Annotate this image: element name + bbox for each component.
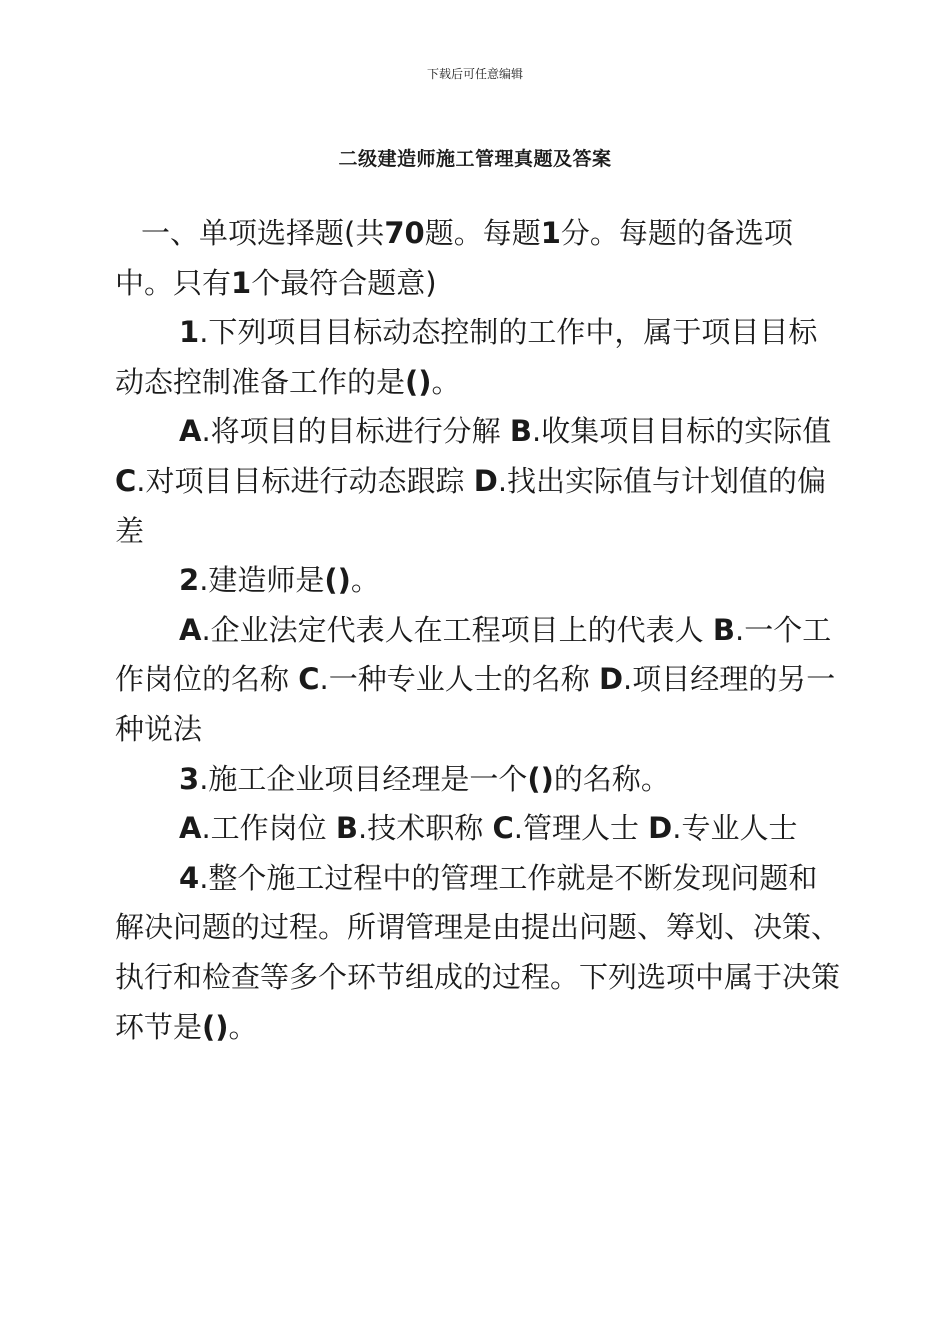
question-options — [115, 804, 845, 854]
option-text: .将项目的目标进行分解 — [201, 414, 501, 449]
option-text: .一种专业人士的名称 — [319, 662, 590, 697]
question-stem — [115, 308, 845, 407]
option-letter: A — [179, 811, 202, 846]
option-text: .项目经理的另一种说法 — [115, 662, 836, 746]
document-title: 二级建造师施工管理真题及答案 — [338, 148, 612, 170]
question-number: 2 — [179, 563, 200, 598]
question-text: .下列项目目标动态控制的工作中，属于项目目标动态控制准备工作的是 — [115, 315, 818, 399]
question-options — [115, 606, 845, 755]
option-letter: C — [298, 662, 320, 697]
question-number: 4 — [179, 860, 200, 895]
correct-count: 1 — [231, 265, 252, 300]
section-mid-2: 分。每题的备选项中。只有 — [115, 216, 793, 300]
question-text: .整个施工过程中的管理工作就是不断发现问题和解决问题的过程。所谓管理是由提出问题、筹划、决策、执行和检查等多个环节组成的过程。下列选项中属于决策环节是 — [115, 860, 841, 1044]
option-text: .一个工作岗位的名称 — [115, 612, 832, 697]
question-end: 。 — [228, 1009, 258, 1044]
question-number: 3 — [179, 761, 200, 796]
question-stem — [115, 854, 845, 1052]
answer-paren: () — [527, 761, 554, 796]
question-score: 1 — [540, 216, 561, 250]
option-letter: A — [179, 612, 202, 647]
question-end: 。 — [431, 364, 461, 399]
section-mid-1: 题。每题 — [424, 216, 541, 250]
question-text: .施工企业项目经理是一个 — [199, 761, 528, 796]
option-text: .工作岗位 — [201, 811, 327, 846]
answer-paren: () — [202, 1009, 229, 1044]
option-letter: B — [335, 811, 358, 846]
header-note: 下载后可任意编辑 — [426, 67, 523, 81]
question-end: 的名称。 — [553, 761, 670, 796]
answer-paren: () — [405, 364, 432, 399]
option-text: .管理人士 — [513, 811, 639, 846]
section-prefix: 一、单项选择题(共 — [141, 216, 385, 250]
option-text: .找出实际值与计划值的偏差 — [115, 463, 827, 548]
question-stem — [115, 556, 845, 606]
question-stem — [115, 755, 845, 805]
option-letter: D — [598, 662, 624, 697]
option-letter: A — [179, 414, 202, 449]
question-total: 70 — [384, 216, 425, 250]
section-suffix: 个最符合题意) — [251, 265, 437, 300]
section-heading — [115, 209, 845, 308]
option-letter: B — [509, 414, 532, 449]
option-letter: D — [648, 811, 673, 846]
question-end: 。 — [350, 563, 380, 598]
question-text: .建造师是 — [199, 563, 325, 598]
option-text: .收集项目目标的实际值 — [532, 414, 832, 449]
option-letter: B — [712, 612, 736, 647]
option-text: .企业法定代表人在工程项目上的代表人 — [201, 612, 704, 647]
option-letter: C — [115, 463, 137, 498]
answer-paren: () — [324, 563, 351, 598]
option-letter: C — [492, 811, 514, 846]
question-options — [115, 407, 845, 556]
option-text: .技术职称 — [358, 811, 484, 846]
document-body — [115, 209, 845, 1052]
option-letter: D — [473, 463, 498, 498]
question-number: 1 — [179, 315, 200, 350]
option-text: .专业人士 — [672, 811, 798, 846]
option-text: .对项目目标进行动态跟踪 — [136, 463, 465, 498]
